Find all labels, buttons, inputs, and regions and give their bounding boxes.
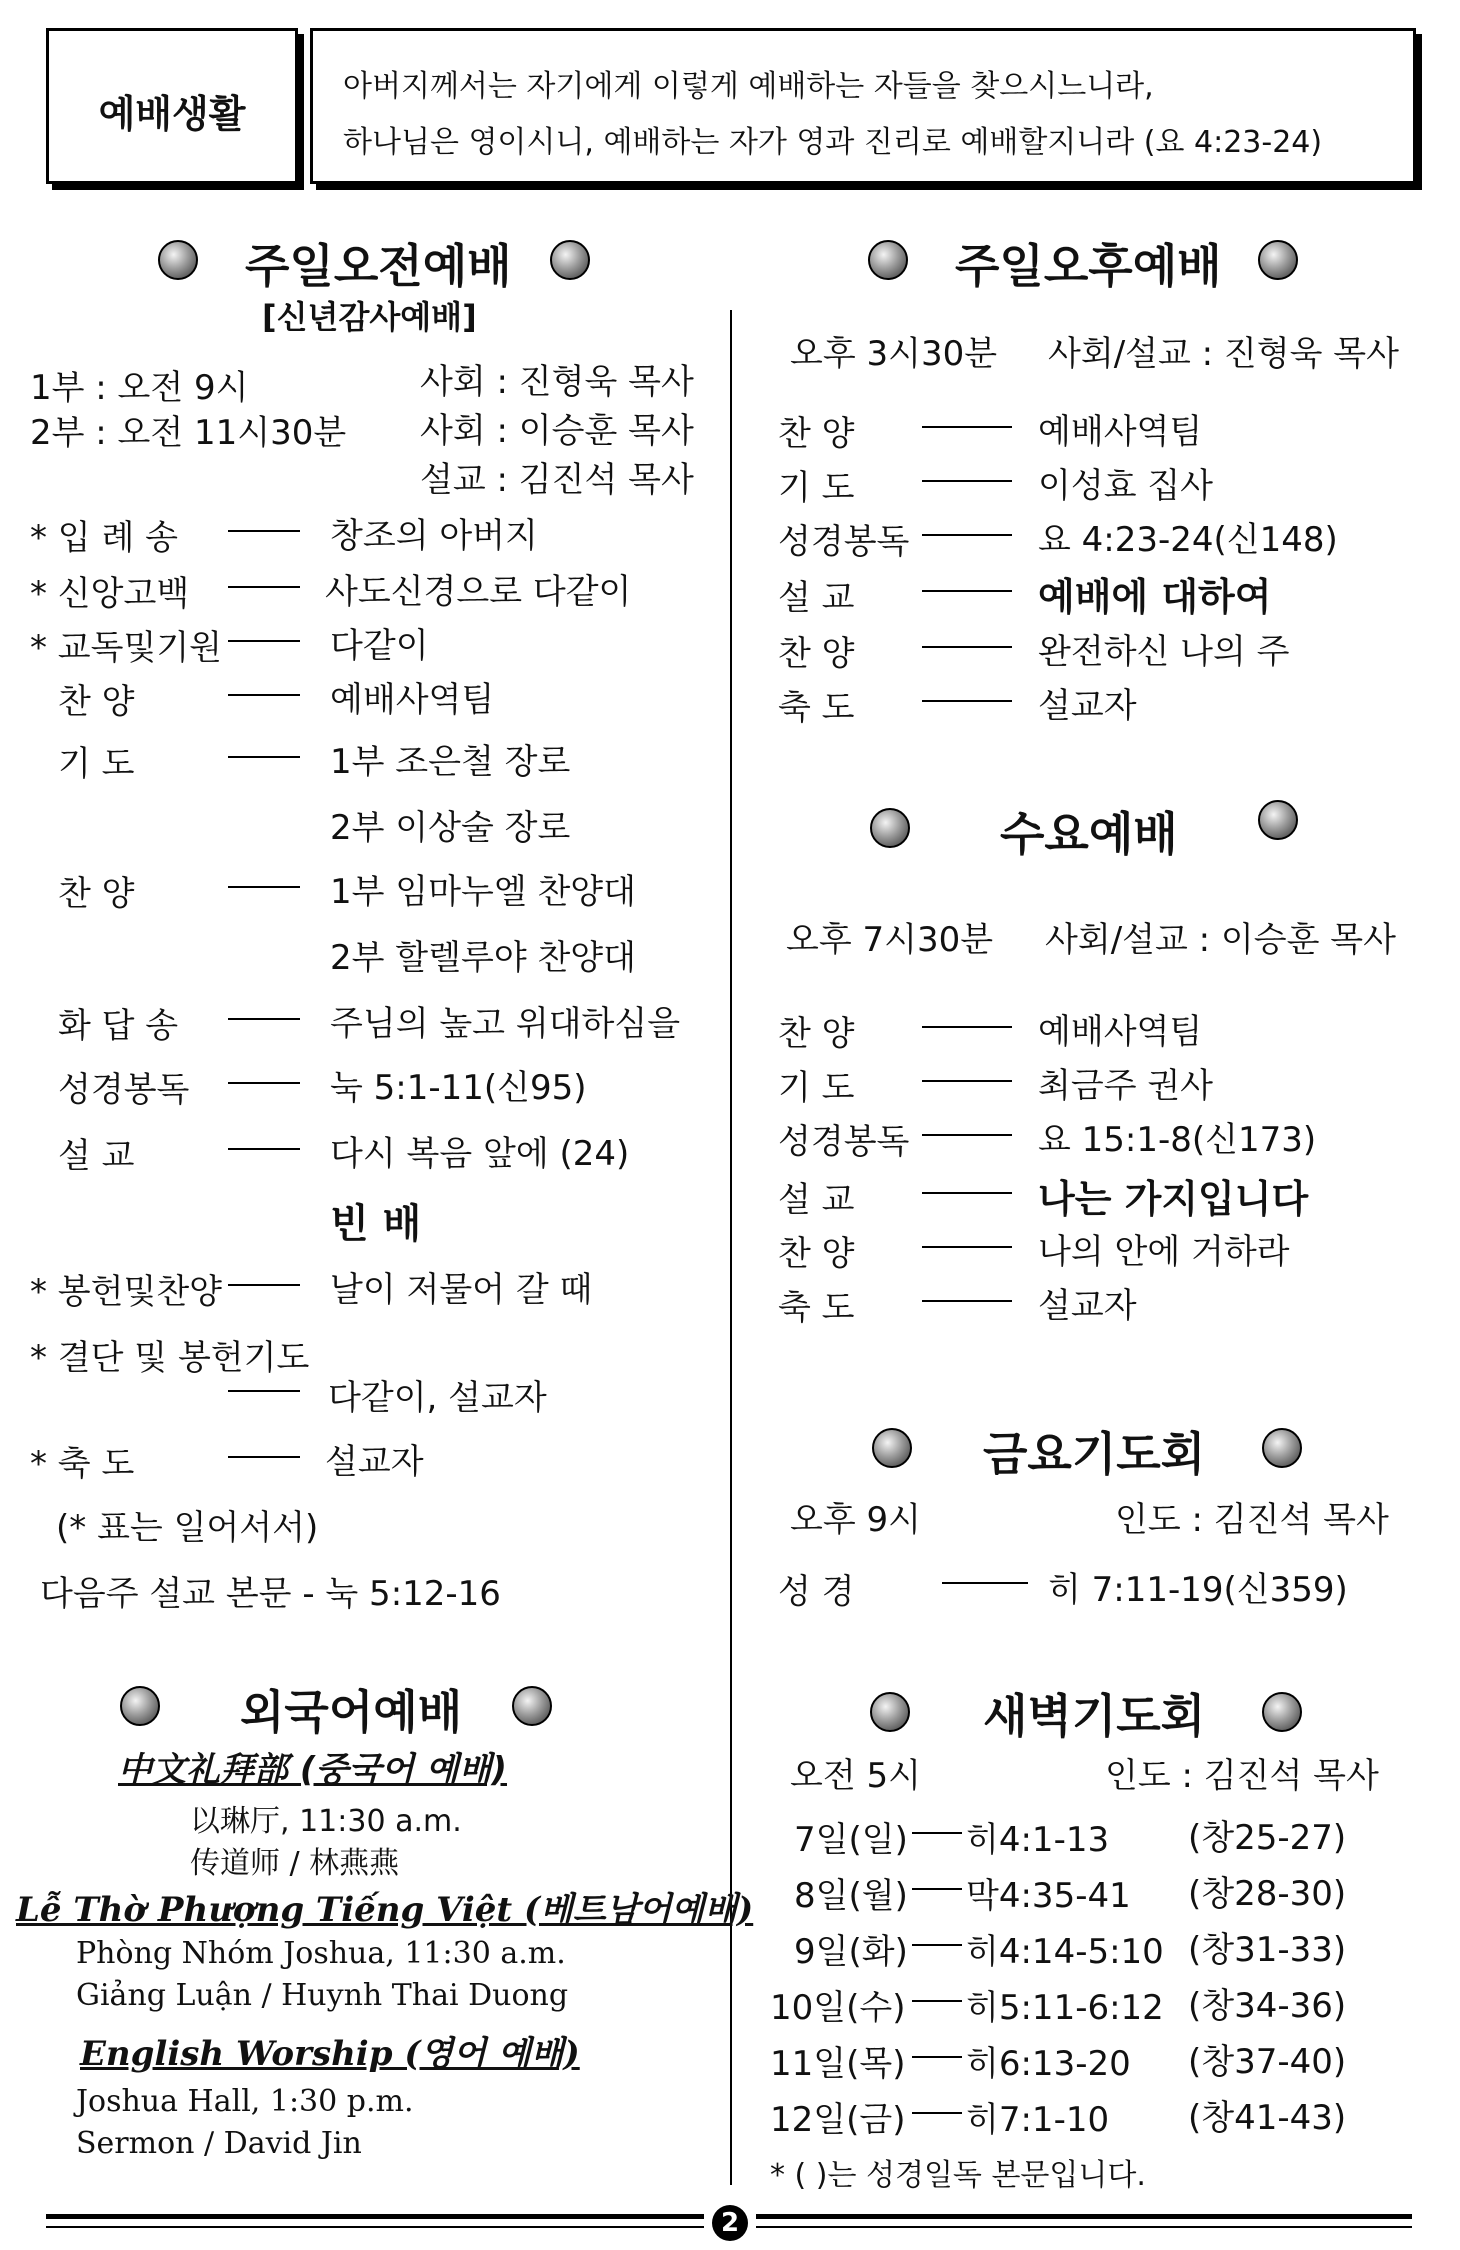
leader-dash [922,1080,1012,1082]
page-number: 2 [712,2205,748,2241]
bullet-ball-icon [872,1428,912,1468]
program-value: 예배사역팀 [1038,1012,1203,1052]
program-value: 완전하신 나의 주 [1038,632,1290,672]
program-value: 1부 조은철 장로 [330,742,571,782]
leader-dash [912,1888,962,1890]
sunday-pm-time: 오후 3시30분 [790,334,998,374]
bullet-ball-icon [868,240,908,280]
program-label: 축 도 [778,1288,855,1328]
dawn-reading: 막4:35-41 [966,1876,1131,1916]
program-label: 성경봉독 [58,1070,190,1110]
foreign-title: 외국어예배 [240,1685,463,1739]
program-value: 눅 5:1-11(신95) [330,1068,587,1108]
program-label: 성경봉독 [778,1122,910,1162]
program-value: 날이 저물어 갈 때 [330,1270,593,1310]
program-value: 요 15:1-8(신173) [1038,1120,1317,1160]
leader-dash [922,1300,1012,1302]
dawn-day: 9일(화) [794,1932,908,1972]
dawn-leader: 인도 : 김진석 목사 [1105,1756,1379,1796]
leader-dash [228,1390,300,1392]
sunday-am-preacher: 설교 : 김진석 목사 [420,460,694,500]
program-label: * 봉헌및찬양 [30,1272,223,1312]
program-value: 최금주 권사 [1038,1066,1214,1106]
standing-note: (* 표는 일어서서) [56,1508,319,1548]
leader-dash [922,534,1012,536]
program-label: 찬 양 [778,634,855,674]
program-value: 2부 할렐루야 찬양대 [330,938,636,978]
sunday-am-time-2: 2부 : 오전 11시30분 [30,413,347,453]
dawn-reading: 히5:11-6:12 [966,1988,1164,2028]
program-value: 설교자 [1038,686,1137,726]
dawn-bible-ref: (창34-36) [1188,1986,1347,2026]
sunday-am-leader-2: 사회 : 이승훈 목사 [420,411,694,451]
leader-dash [922,1192,1012,1194]
dawn-reading: 히4:14-5:10 [966,1932,1164,1972]
program-value: 2부 이상술 장로 [330,808,571,848]
program-label: * 결단 및 봉헌기도 [30,1338,310,1378]
leader-dash [922,646,1012,648]
program-value: 다시 복음 앞에 (24) [330,1134,630,1174]
bullet-ball-icon [1258,800,1298,840]
dawn-bible-ref: (창28-30) [1188,1874,1347,1914]
program-value: 이성효 집사 [1038,466,1214,506]
program-label: 찬 양 [58,682,135,722]
wednesday-title: 수요예배 [1000,807,1178,861]
program-value: 설교자 [1038,1286,1137,1326]
leader-dash [922,1026,1012,1028]
leader-dash [942,1582,1028,1584]
bullet-ball-icon [158,240,198,280]
chinese-worship-title: 中文礼拜部 (중국어 예배) [118,1750,507,1790]
program-value: 주님의 높고 위대하심을 [330,1004,681,1044]
leader-dash [912,2112,962,2114]
footer-rule-right-thin [756,2226,1412,2228]
verse-box [310,28,1416,184]
verse-line-2: 하나님은 영이시니, 예배하는 자가 영과 진리로 예배할지니라 (요 4:23-24) [343,125,1323,160]
leader-dash [912,1944,962,1946]
leader-dash [228,1284,300,1286]
bullet-ball-icon [1258,240,1298,280]
dawn-note: * ( )는 성경일독 본문입니다. [770,2158,1146,2193]
leader-dash [922,480,1012,482]
dawn-day: 8일(월) [794,1876,908,1916]
program-label: 찬 양 [778,1014,855,1054]
leader-dash [228,640,300,642]
footer-rule-right [756,2214,1412,2219]
dawn-day: 12일(금) [770,2100,906,2140]
sunday-am-leader-1: 사회 : 진형욱 목사 [420,362,694,402]
leader-dash [922,700,1012,702]
program-label: 설 교 [778,1180,855,1220]
program-value: 예배사역팀 [1038,412,1203,452]
wednesday-time: 오후 7시30분 [786,920,994,960]
program-label: 축 도 [778,688,855,728]
dawn-title: 새벽기도회 [983,1689,1206,1743]
program-value: 설교자 [325,1442,424,1482]
sunday-am-subtitle: [신년감사예배] [262,298,477,336]
program-value: 나의 안에 거하라 [1038,1232,1290,1272]
bullet-ball-icon [512,1686,552,1726]
english-worship-preacher: Sermon / David Jin [76,2126,362,2161]
program-value: 요 4:23-24(신148) [1038,520,1338,560]
leader-dash [228,1082,300,1084]
leader-dash [228,756,300,758]
leader-dash [228,694,300,696]
leader-dash [922,1246,1012,1248]
sunday-am-title: 주일오전예배 [245,239,512,293]
sunday-pm-leader: 사회/설교 : 진형욱 목사 [1048,334,1399,374]
sunday-pm-title: 주일오후예배 [955,239,1222,293]
program-label: 찬 양 [778,414,855,454]
program-value: 다같이 [330,626,429,666]
leader-dash [912,1832,962,1834]
program-value: 히 7:11-19(신359) [1048,1570,1348,1610]
leader-dash [922,426,1012,428]
program-label: 기 도 [778,468,855,508]
verse-line-1: 아버지께서는 자기에게 이렇게 예배하는 자들을 찾으시느니라, [343,69,1154,104]
bullet-ball-icon [550,240,590,280]
bullet-ball-icon [870,1692,910,1732]
vietnamese-worship-place: Phòng Nhóm Joshua, 11:30 a.m. [76,1936,566,1971]
chinese-worship-place: 以琳厅, 11:30 a.m. [190,1804,462,1839]
english-worship-place: Joshua Hall, 1:30 p.m. [76,2084,414,2119]
program-value: 다같이, 설교자 [328,1378,547,1418]
wednesday-leader: 사회/설교 : 이승훈 목사 [1045,920,1396,960]
program-label: 찬 양 [778,1234,855,1274]
footer-rule-left-thin [46,2226,704,2228]
leader-dash [228,886,300,888]
bullet-ball-icon [1262,1692,1302,1732]
program-label: * 입 례 송 [30,518,178,558]
dawn-reading: 히7:1-10 [966,2100,1110,2140]
sermon-title: 예배에 대하여 [1038,575,1272,619]
sermon-title: 빈 배 [330,1201,422,1247]
program-label: 설 교 [778,578,855,618]
leader-dash [912,2000,962,2002]
leader-dash [228,1018,300,1020]
program-label: 찬 양 [58,874,135,914]
program-label: 성경봉독 [778,522,910,562]
leader-dash [912,2056,962,2058]
program-label: 설 교 [58,1136,135,1176]
leader-dash [922,1134,1012,1136]
program-label: * 신앙고백 [30,574,190,614]
sunday-am-time-1: 1부 : 오전 9시 [30,368,249,408]
friday-title: 금요기도회 [983,1427,1206,1481]
program-value: 예배사역팀 [330,680,495,720]
chinese-worship-preacher: 传道师 / 林燕燕 [190,1846,400,1881]
program-label: 화 답 송 [58,1006,179,1046]
program-label: * 축 도 [30,1444,135,1484]
dawn-day: 11일(목) [770,2044,906,2084]
bullet-ball-icon [120,1686,160,1726]
dawn-day: 10일(수) [770,1988,906,2028]
dawn-time: 오전 5시 [790,1756,921,1796]
sermon-title: 나는 가지입니다 [1038,1177,1309,1221]
program-value: 1부 임마누엘 찬양대 [330,872,636,912]
dawn-bible-ref: (창37-40) [1188,2042,1347,2082]
dawn-bible-ref: (창41-43) [1188,2098,1347,2138]
friday-leader: 인도 : 김진석 목사 [1115,1500,1389,1540]
program-label: * 교독및기원 [30,628,223,668]
dawn-reading: 히4:1-13 [966,1820,1110,1860]
leader-dash [228,1456,300,1458]
program-label: 성 경 [778,1572,855,1612]
program-label: 기 도 [58,744,135,784]
dawn-bible-ref: (창31-33) [1188,1930,1347,1970]
vietnamese-worship-preacher: Giảng Luận / Huynh Thai Duong [76,1978,569,2013]
friday-time: 오후 9시 [790,1500,921,1540]
vietnamese-worship-title: Lễ Thờ Phượng Tiếng Việt (베트남어예배) [16,1890,754,1930]
dawn-bible-ref: (창25-27) [1188,1818,1347,1858]
program-label: 기 도 [778,1068,855,1108]
section-label-box [46,28,298,184]
footer-rule-left [46,2214,704,2219]
next-week-text: 다음주 설교 본문 - 눅 5:12-16 [40,1574,501,1614]
dawn-day: 7일(일) [794,1820,908,1860]
english-worship-title: English Worship (영어 예배) [80,2034,580,2074]
leader-dash [922,590,1012,592]
leader-dash [228,586,300,588]
bullet-ball-icon [870,808,910,848]
program-value: 창조의 아버지 [330,516,538,556]
dawn-reading: 히6:13-20 [966,2044,1131,2084]
leader-dash [228,1148,300,1150]
leader-dash [228,530,300,532]
section-label: 예배생활 [98,92,246,136]
bullet-ball-icon [1262,1428,1302,1468]
program-value: 사도신경으로 다같이 [325,572,632,612]
